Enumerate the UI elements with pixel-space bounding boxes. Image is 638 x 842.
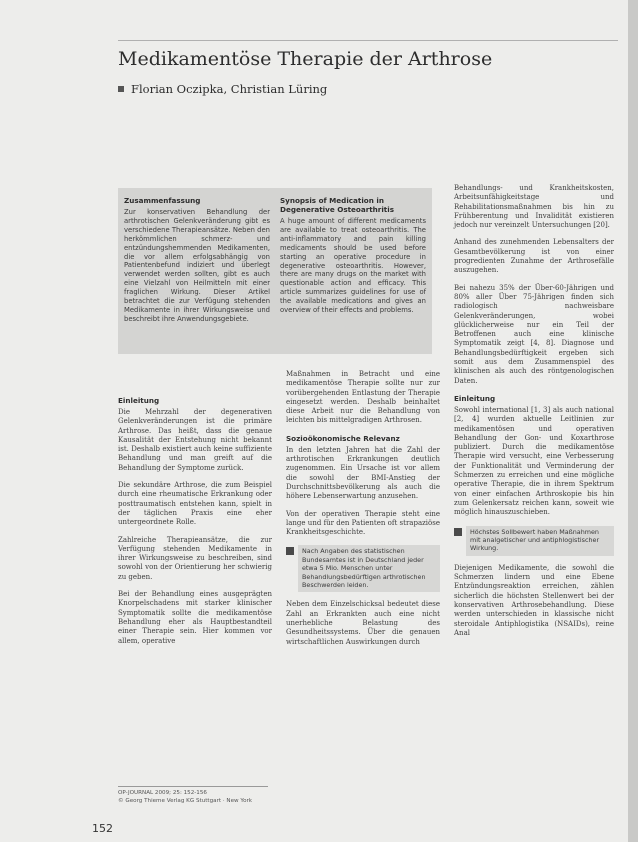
authors-text: Florian Oczipka, Christian Lüring (131, 82, 328, 96)
footnote-rule (118, 786, 268, 787)
section-heading-einleitung: Einleitung (118, 396, 160, 405)
page-spine-shadow (628, 0, 638, 842)
col1-paragraph: Die Mehrzahl der degenerativen Gelenkveränderungen ist die primäre Arthrose. Das heißt, dass die genaue Kausalität der Entstehung nicht bekannt ist. Deshalb existiert auch keine suffiziente Behandlung und man greift auf die Behandlung der Symptome zurück. (118, 408, 272, 472)
abstract-de-text: Zur konservativen Behandlung der arthrotischen Gelenkveränderung gibt es verschiedene Therapieansätze. Neben den herkömmlichen schmerz- und entzündungshemmenden Medikamenten, die vor allem erfolgsabhängig von Patientenbefund indiziert und überlegt verwendet werden sollten, gibt es auch eine Vielzahl von Heilmitteln mit einer fraglichen Wirkung. Dieser Artikel betrachtet die zur Verfügung stehenden Medikamente in ihrer Wirkungsweise und beschreibt ihre Anwendungsgebiete. (124, 208, 270, 323)
callout-text: Höchstes Sollbewert haben Maßnahmen mit analgetischer und antiphlogistischer Wirkung. (466, 526, 614, 556)
abstract-en-text: A huge amount of different medicaments are available to treat osteoarthritis. The anti-inflammatory and pain killing medicaments should be used before starting an operative procedure in degenerative osteoarthritis. However, there are many drugs on the market with questionable action and efficacy. This article summarizes guidelines for use of the available medications and gives an overview of their effects and problems. (280, 217, 426, 315)
col2-paragraph: Neben dem Einzelschicksal bedeutet diese Zahl an Erkrankten auch eine nicht unerhebliche Belastung des Gesundheitssystems. Über die genauen wirtschaftlichen Auswirkungen durch (286, 600, 440, 646)
abstract-de-heading: Zusammenfassung (124, 196, 201, 205)
footnote-line: © Georg Thieme Verlag KG Stuttgart · New York (118, 797, 253, 804)
col3-paragraph: Sowohl international [1, 3] als auch national [2, 4] wurden aktuelle Leitlinien zur medikamentösen und operativen Behandlung der Gon- und Koxarthrose publiziert. Durch die medikamentöse Therapie wird versucht, eine Verbesserung der Funktionalität und Verminderung der Schmerzen zu erreichen und eine mögliche operative Therapie, die in ihrem Spektrum von einer einfachen Arthroskopie bis hin zum Gelenkersatz reichen kann, soweit wie möglich hinauszuschieben. (454, 405, 614, 517)
callout-box (286, 545, 440, 592)
col3-paragraph: Anhand des zunehmenden Lebensalters der Gesamtbevölkerung ist von einer progredienten Zunahme der Arthrosefälle auszugehen. (454, 238, 614, 275)
col1-paragraph: Die sekundäre Arthrose, die zum Beispiel durch eine rheumatische Erkrankung oder posttraumatisch entstehen kann, spielt in der täglichen Praxis eine eher untergeordnete Rolle. (118, 481, 272, 527)
section-heading-einleitung-2: Einleitung (454, 393, 496, 403)
footnote-line: OP-JOURNAL 2009; 25: 152-156 (118, 790, 207, 796)
callout-marker-icon (286, 547, 294, 555)
square-bullet-icon (118, 86, 124, 92)
page-number: 152 (92, 822, 113, 835)
col3-paragraph: Diejenigen Medikamente, die sowohl die Schmerzen lindern und eine Ebene Entzündungsreaktion erreichen, zählen sicherlich die höchsten Stellenwert bei der konservativen Arthrosebehandlung. Diese werden unterschieden in klassische nicht steroidale Antiphlogistika (NSAIDs), reine Anal (454, 563, 614, 637)
column-2 (286, 370, 440, 655)
col1-paragraph: Bei der Behandlung eines ausgeprägten Knorpelschadens mit starker klinischer Symptomatik sollte die medikamentöse Behandlung eher als Hauptbestandteil einer Therapie sein. Hier kommen vor allem, operative (118, 590, 272, 645)
article-title: Medikamentöse Therapie der Arthrose (118, 48, 493, 70)
abstract-en-heading: Synopsis of Medication in Degenerative Osteoarthritis (280, 196, 394, 214)
column-3 (454, 184, 614, 646)
abstract-german (124, 196, 270, 332)
citation-footnote (118, 790, 268, 805)
col2-paragraph: In den letzten Jahren hat die Zahl der arthrotischen Erkrankungen deutlich zugenommen. Ein Ursache ist vor allem die sowohl der BMI-Anstieg der Durchschnittsbevölkerung als auch die höhere Lebenserwartung anzusehen. (286, 445, 440, 501)
header-rule (118, 40, 618, 41)
column-1 (118, 396, 272, 654)
col1-paragraph: Zahlreiche Therapieansätze, die zur Verfügung stehenden Medikamente in ihrer Wirkungsweise zu beschreiben, sind sowohl von der Orientierung her schwierig zu geben. (118, 535, 272, 581)
col2-paragraph: Maßnahmen in Betracht und eine medikamentöse Therapie sollte nur zur vorübergehenden Entlastung der Therapie eingesetzt werden. Deshalb beinhaltet diese Arbeit nur die Behandlung von leichten bis mittelgradigen Arthrosen. (286, 370, 440, 425)
col3-paragraph: Behandlungs- und Krankheitskosten, Arbeitsunfähigkeitstage und Rehabilitationsmaßnahmen bis hin zu Frühberentung und Invalidität existieren jedoch nur vereinzelt Untersuchungen [20]. (454, 184, 614, 230)
article-authors (118, 82, 327, 96)
section-heading-relevanz: Sozioökonomische Relevanz (286, 433, 400, 443)
col3-paragraph: Bei nahezu 35% der Über-60-Jährigen und 80% aller Über 75-Jährigen finden sich radiologisch nachweisbare Gelenkveränderungen, wobei glücklicherweise nur ein Teil der Betroffenen auch eine klinische Symptomatik zeigt [4, 8]. Diagnose und Behandlungsbedürftigkeit ergeben sich somit aus dem Zusammenspiel des klinischen als auch des röntgenologischen Daten. (454, 283, 614, 385)
abstract-english (280, 196, 426, 323)
callout-text: Nach Angaben des statistischen Bundesamtes ist in Deutschland jeder etwa 5 Mio. Menschen unter Behandlungsbedürftigen arthrotischen Beschwerden leiden. (298, 545, 440, 592)
callout-marker-icon (454, 528, 462, 536)
callout-box (454, 526, 614, 556)
col2-paragraph: Von der operativen Therapie steht eine lange und für den Patienten oft strapaziöse Krankheitsgeschichte. (286, 509, 440, 537)
